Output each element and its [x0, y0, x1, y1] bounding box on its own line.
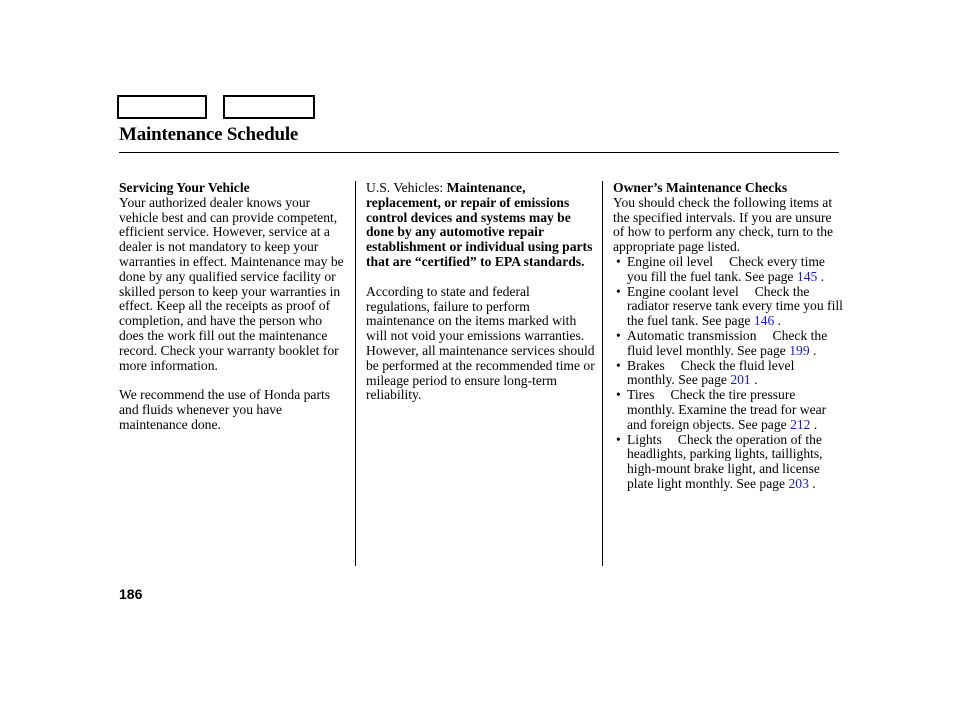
check-item-name: Lights: [627, 431, 662, 447]
bullet-icon: •: [616, 327, 621, 343]
regulations-text-a: According to state and federal regulations, failure to perform maintenance on the items marked with: [366, 283, 577, 329]
page-number: 186: [119, 586, 143, 602]
check-item-text: Check the fluid level monthly. See page: [627, 327, 828, 358]
item-period: .: [777, 313, 782, 329]
item-period: .: [812, 475, 816, 491]
page-link-212[interactable]: 212: [790, 416, 811, 432]
check-item-name: Engine oil level: [627, 253, 714, 269]
bullet-icon: •: [616, 253, 621, 269]
check-item-name: Engine coolant level: [627, 283, 739, 299]
check-item-text: Check the tire pressure monthly. Examine the tread for wear and foreign objects. See page: [627, 387, 827, 432]
item-period: .: [813, 416, 818, 432]
servicing-paragraph: Your authorized dealer knows your vehicle best and can provide competent, efficient service. However, service at a dealer is not mandatory to keep your warranties in effect. Maintenance may be done by any qualified service facility or skilled person to keep your warranties in effect. Keep all the receipts as proof of completion, and have the person who does the work fill out the maintenance record. Check your warranty booklet for more information.: [119, 194, 344, 373]
us-vehicles-bold-text: Maintenance, replacement, or repair of emissions control devices and systems may be done by any automotive repair establishment or individual using parts that are “certified” to EPA standards.: [366, 180, 593, 269]
us-vehicles-lead: U.S. Vehicles:: [366, 180, 447, 195]
column-divider-1: [355, 181, 356, 566]
owner-checks-heading: Owner’s Maintenance Checks: [613, 180, 788, 195]
page-title: Maintenance Schedule: [119, 124, 299, 145]
us-vehicles-paragraph: [366, 181, 596, 270]
page-link-199[interactable]: 199: [789, 342, 810, 358]
check-item-lights: [613, 433, 845, 492]
check-item-brakes: [613, 359, 845, 389]
item-period: .: [820, 268, 825, 284]
column-owner-checks: [613, 181, 845, 492]
column-divider-2: [602, 181, 603, 566]
nav-button-main-menu[interactable]: [117, 95, 207, 119]
column-us-vehicles: [366, 181, 596, 403]
check-item-engine-oil: [613, 255, 845, 285]
page-link-145[interactable]: 145: [796, 268, 818, 284]
check-item-automatic-transmission: [613, 329, 845, 359]
page-link-146[interactable]: 146: [753, 313, 775, 329]
owner-checks-intro: You should check the following items at the specified intervals. If you are unsure of how to perform any check, turn to the appropriate page listed.: [613, 194, 834, 255]
page-link-203[interactable]: 203: [788, 475, 809, 491]
bullet-icon: •: [616, 387, 621, 403]
check-item-name: Tires: [627, 387, 655, 403]
check-item-text: Check the radiator reserve tank every time you fill the fuel tank. See page: [627, 283, 843, 329]
check-item-engine-coolant: [613, 285, 845, 329]
column-servicing: [119, 181, 344, 433]
check-item-text: Check the fluid level monthly. See page: [627, 357, 795, 388]
bullet-icon: •: [616, 431, 621, 447]
bullet-icon: •: [616, 283, 621, 299]
honda-parts-paragraph: We recommend the use of Honda parts and fluids whenever you have maintenance done.: [119, 387, 331, 432]
servicing-heading: Servicing Your Vehicle: [119, 180, 250, 195]
bullet-icon: •: [616, 357, 621, 373]
item-period: .: [813, 342, 817, 358]
page-link-201[interactable]: 201: [730, 372, 751, 388]
nav-button-table-of-contents[interactable]: [223, 95, 315, 119]
check-item-name: Brakes: [627, 357, 665, 373]
title-divider: [119, 152, 839, 153]
check-item-text: Check every time you fill the fuel tank. See page: [627, 253, 825, 284]
regulations-text-b: will not void your emissions warranties. However, all maintenance services should be performed at the recommended time or mileage period to ensure long-term reliability.: [366, 328, 595, 403]
item-period: .: [754, 372, 758, 388]
check-item-name: Automatic transmission: [627, 327, 757, 343]
regulations-paragraph: [366, 285, 596, 403]
check-item-tires: [613, 388, 845, 432]
check-item-text: Check the operation of the headlights, parking lights, taillights, high-mount brake light, and license plate light monthly. See page: [627, 431, 823, 491]
